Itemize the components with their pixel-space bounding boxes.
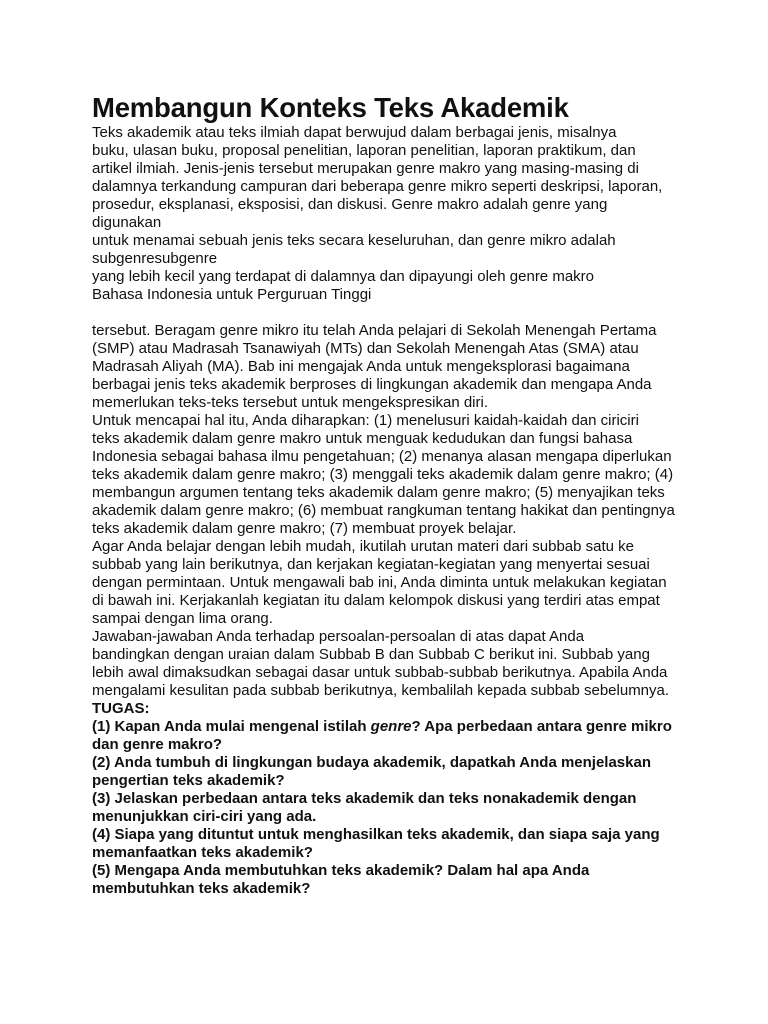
question-line: (3) Jelaskan perbedaan antara teks akademik dan teks nonakademik dengan — [92, 790, 637, 807]
tugas-heading: TUGAS: — [92, 700, 150, 717]
tugas-section — [92, 700, 692, 898]
page-title: Membangun Konteks Teks Akademik — [92, 92, 569, 123]
document-page — [92, 92, 692, 898]
question-line: pengertian teks akademik? — [92, 772, 285, 789]
q1-prefix: (1) Kapan Anda mulai mengenal istilah — [92, 718, 371, 735]
text-line: membangun argumen tentang teks akademik dalam genre makro; (5) menyajikan teks — [92, 484, 665, 501]
text-line: Indonesia sebagai bahasa ilmu pengetahuan; (2) menanya alasan mengapa diperlukan — [92, 448, 672, 465]
text-line: digunakan — [92, 214, 162, 231]
q1-italic-term: genre — [370, 718, 412, 735]
question-line: (4) Siapa yang dituntut untuk menghasilkan teks akademik, dan siapa saja yang — [92, 826, 660, 843]
text-line: dengan permintaan. Untuk mengawali bab ini, Anda diminta untuk melakukan kegiatan — [92, 574, 667, 591]
question-line: menunjukkan ciri-ciri yang ada. — [92, 808, 317, 825]
text-line: Agar Anda belajar dengan lebih mudah, ikutilah urutan materi dari subbab satu ke — [92, 538, 635, 555]
text-line: untuk menamai sebuah jenis teks secara keseluruhan, dan genre mikro adalah — [92, 232, 616, 249]
text-line: bandingkan dengan uraian dalam Subbab B dan Subbab C berikut ini. Subbab yang — [92, 646, 650, 663]
text-line: berbagai jenis teks akademik berproses di lingkungan akademik dan mengapa Anda — [92, 376, 652, 393]
text-line: subgenresubgenre — [92, 250, 218, 267]
running-header: Bahasa Indonesia untuk Perguruan Tinggi — [92, 286, 372, 303]
text-line: Jawaban-jawaban Anda terhadap persoalan-persoalan di atas dapat Anda — [92, 628, 585, 645]
text-line: memerlukan teks-teks tersebut untuk mengekspresikan diri. — [92, 394, 489, 411]
text-line: Untuk mencapai hal itu, Anda diharapkan: (1) menelusuri kaidah-kaidah dan ciriciri — [92, 412, 639, 429]
text-line: lebih awal dimaksudkan sebagai dasar untuk subbab-subbab berikutnya. Apabila Anda — [92, 664, 668, 681]
text-line: yang lebih kecil yang terdapat di dalamnya dan dipayungi oleh genre makro — [92, 268, 594, 285]
text-line: teks akademik dalam genre makro; (7) membuat proyek belajar. — [92, 520, 517, 537]
text-line: Madrasah Aliyah (MA). Bab ini mengajak Anda untuk mengeksplorasi bagaimana — [92, 358, 630, 375]
question-line: dan genre makro? — [92, 736, 223, 753]
text-line: (SMP) atau Madrasah Tsanawiyah (MTs) dan Sekolah Menengah Atas (SMA) atau — [92, 340, 639, 357]
question-line: memanfaatkan teks akademik? — [92, 844, 313, 861]
text-line: buku, ulasan buku, proposal penelitian, laporan penelitian, laporan praktikum, dan — [92, 142, 636, 159]
text-line: di bawah ini. Kerjakanlah kegiatan itu dalam kelompok diskusi yang terdiri atas empat — [92, 592, 660, 609]
text-line: teks akademik dalam genre makro; (3) menggali teks akademik dalam genre makro; (4) — [92, 466, 674, 483]
text-line: mengalami kesulitan pada subbab berikutnya, kembalilah kepada subbab sebelumnya. — [92, 682, 670, 699]
text-line: subbab yang lain berikutnya, dan kerjakan kegiatan-kegiatan yang menyertai sesuai — [92, 556, 650, 573]
text-line: tersebut. Beragam genre mikro itu telah Anda pelajari di Sekolah Menengah Pertama — [92, 322, 657, 339]
text-line: teks akademik dalam genre makro untuk menguak kedudukan dan fungsi bahasa — [92, 430, 633, 447]
body-paragraphs — [92, 322, 692, 700]
text-line: dalamnya terkandung campuran dari beberapa genre mikro seperti deskripsi, laporan, — [92, 178, 663, 195]
text-line: prosedur, eksplanasi, eksposisi, dan diskusi. Genre makro adalah genre yang — [92, 196, 608, 213]
q1-suffix: ? Apa perbedaan antara genre mikro — [411, 718, 672, 735]
spacer — [92, 304, 692, 322]
question-line: (2) Anda tumbuh di lingkungan budaya akademik, dapatkah Anda menjelaskan — [92, 754, 651, 771]
question-line: membutuhkan teks akademik? — [92, 880, 311, 897]
text-line: sampai dengan lima orang. — [92, 610, 273, 627]
intro-paragraph — [92, 124, 692, 304]
question-1 — [92, 718, 692, 736]
text-line: Teks akademik atau teks ilmiah dapat berwujud dalam berbagai jenis, misalnya — [92, 124, 617, 141]
text-line: artikel ilmiah. Jenis-jenis tersebut merupakan genre makro yang masing-masing di — [92, 160, 639, 177]
text-line: akademik dalam genre makro; (6) membuat rangkuman tentang hakikat dan pentingnya — [92, 502, 675, 519]
question-line: (5) Mengapa Anda membutuhkan teks akademik? Dalam hal apa Anda — [92, 862, 590, 879]
